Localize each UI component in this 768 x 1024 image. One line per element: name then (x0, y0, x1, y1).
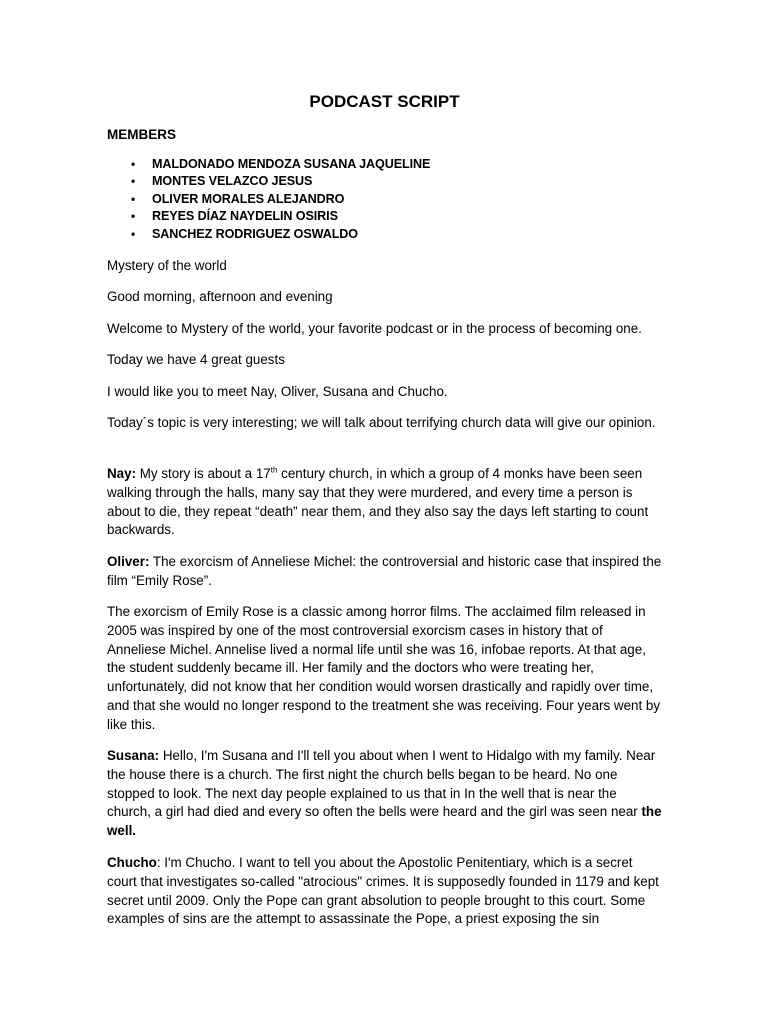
bold-ending: the well. (107, 804, 662, 839)
paragraph-text: century church, in which a group of 4 monks have been seen walking through the halls, many say that they were murdered, and every time a person is about to die, they repeat “death” near them, and they also say the days left starting to count backwards. (107, 466, 649, 538)
bullet-icon: • (131, 209, 136, 224)
speaker-name: Chucho (107, 855, 157, 870)
bullet-icon: • (131, 174, 136, 189)
bullet-icon: • (131, 191, 136, 206)
list-item (107, 226, 430, 243)
members-heading: MEMBERS (107, 127, 177, 142)
member-name: REYES DÍAZ NAYDELIN OSIRIS (152, 209, 338, 224)
bullet-icon: • (131, 157, 136, 171)
page-title: PODCAST SCRIPT (309, 92, 460, 111)
ordinal-suffix: th (270, 465, 278, 475)
member-name: OLIVER MORALES ALEJANDRO (152, 191, 345, 206)
speaker-name: Oliver: (107, 554, 150, 569)
chucho-paragraph (107, 854, 662, 929)
list-item (107, 191, 430, 208)
intro-topic: Today´s topic is very interesting; we will talk about terrifying church data will give our opinion. (107, 415, 656, 430)
speaker-name: Nay: (107, 466, 137, 481)
intro-meet: I would like you to meet Nay, Oliver, Susana and Chucho. (107, 384, 448, 399)
list-item (107, 208, 430, 225)
intro-greeting: Good morning, afternoon and evening (107, 289, 333, 304)
bullet-icon: • (131, 226, 136, 241)
list-item (107, 156, 430, 173)
list-item (107, 173, 430, 190)
intro-guests: Today we have 4 great guests (107, 352, 285, 367)
member-name: MONTES VELAZCO JESUS (152, 174, 313, 189)
speaker-name: Susana: (107, 748, 160, 763)
paragraph-text: The exorcism of Anneliese Michel: the controversial and historic case that inspired the film “Emily Rose”. (107, 554, 662, 588)
paragraph-text: My story is about a 17 (136, 466, 271, 481)
paragraph-text: Hello, I'm Susana and I'll tell you about when I went to Hidalgo with my family. Near the house there is a church. The first night the church bells began to be heard. No one stopped to look. The next day people explained to us that in In the well that is near the church, a girl had died and every so often the bells were heard and the girl was seen near (107, 748, 656, 820)
intro-show-name: Mystery of the world (107, 258, 227, 273)
susana-paragraph (107, 747, 662, 841)
emily-rose-paragraph: The exorcism of Emily Rose is a classic among horror films. The acclaimed film released in 2005 was inspired by one of the most controversial exorcism cases in history that of Anneliese Michel. Annelise lived a normal life until she was 16, infobae reports. At that age, the student suddenly became ill. Her family and the doctors who were treating her, unfortunately, did not know that her condition would worsen drastically and rapidly over time, and that she would no longer respond to the treatment she was receiving. Four years went by like this. (107, 604, 661, 732)
oliver-paragraph (107, 553, 662, 591)
paragraph-text: : I'm Chucho. I want to tell you about the Apostolic Penitentiary, which is a secret court that investigates so-called "atrocious" crimes. It is supposedly founded in 1179 and kept secret until 2009. Only the Pope can grant absolution to people brought to this court. Some examples of sins are the attempt to assassinate the Pope, a priest exposing the sin (107, 855, 659, 927)
intro-welcome: Welcome to Mystery of the world, your favorite podcast or in the process of becoming one. (107, 321, 642, 336)
member-name: SANCHEZ RODRIGUEZ OSWALDO (152, 226, 358, 241)
members-list (107, 156, 430, 243)
nay-paragraph (107, 465, 662, 540)
member-name: MALDONADO MENDOZA SUSANA JAQUELINE (152, 157, 431, 171)
